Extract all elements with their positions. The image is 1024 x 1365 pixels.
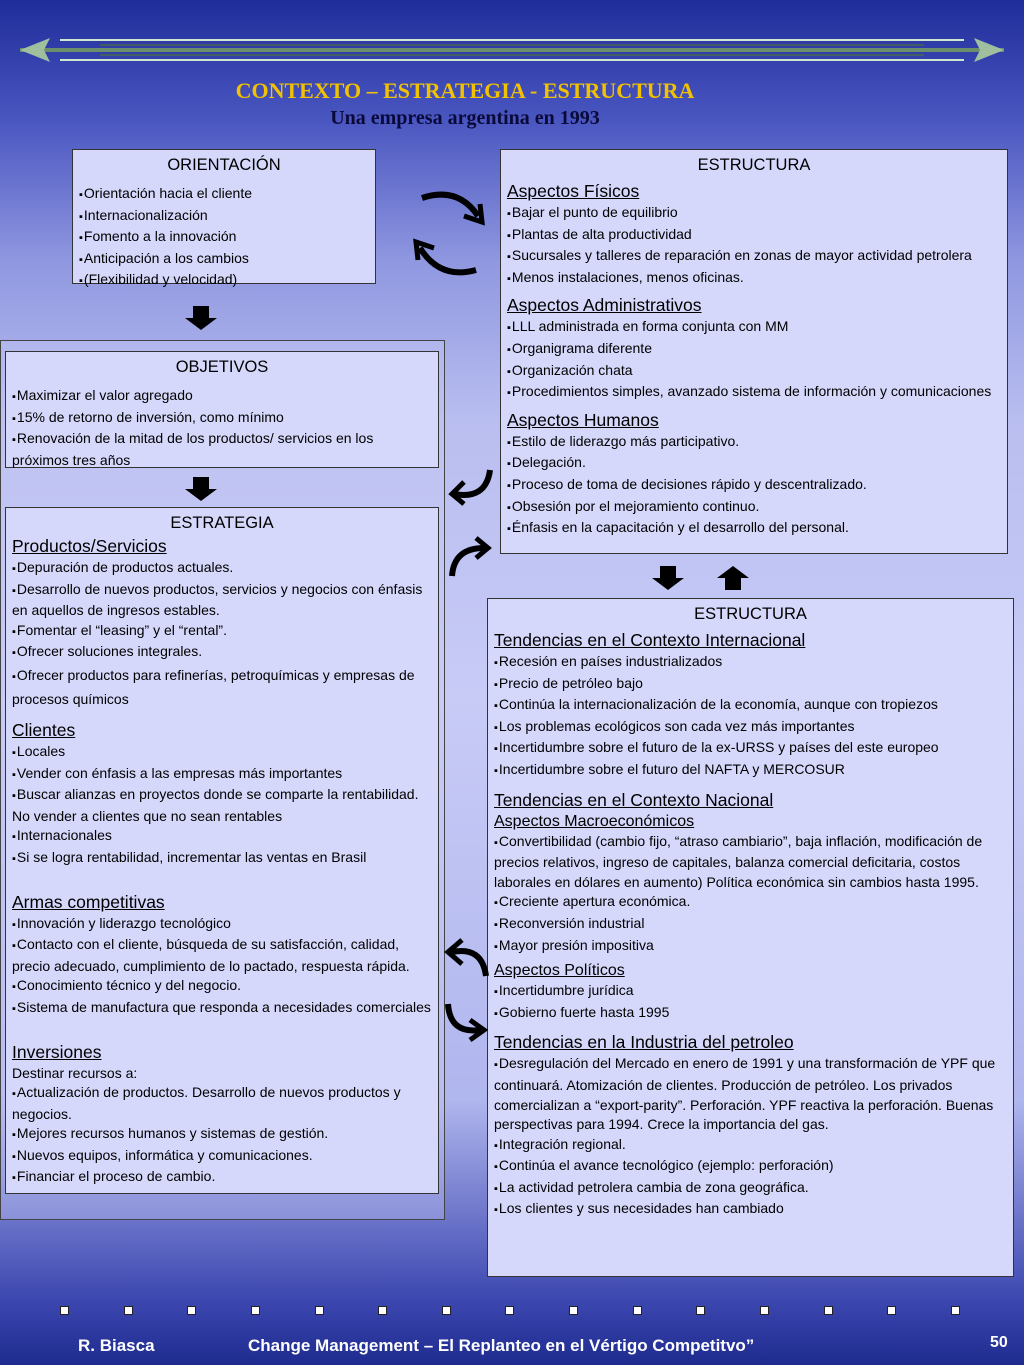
list-item: ▪ Internacionales <box>12 826 432 848</box>
list-item: ▪ Recesión en países industrializados <box>494 652 1007 674</box>
list-item: ▪ Financiar el proceso de cambio. <box>12 1167 432 1189</box>
list-item: ▪ Desregulación del Mercado en enero de 1991 y una transformación de YPF que continuará. Atomización de clientes. Producción de petróleo. Los privados comercializan a “export-parity”. Perforación. YPF reactiva la perforación. Buenas perspectivas para 1994. Crece la importancia del gas. <box>494 1054 1007 1134</box>
list-item: ▪ Buscar alianzas en proyectos donde se comparte la rentabilidad. No vender a clientes que no sean rentables <box>12 785 432 826</box>
orientacion-box <box>72 149 376 288</box>
list-item: ▪ Ofrecer soluciones integrales. <box>12 642 432 664</box>
section-title: Clientes <box>12 719 76 740</box>
up-arrow-icon <box>716 566 750 590</box>
bullet-icon <box>824 1306 833 1315</box>
list-item: ▪ Continúa el avance tecnológico (ejemplo: perforación) <box>494 1156 1007 1178</box>
curved-arrow-right-icon <box>446 534 494 580</box>
list-item: ▪ Si se logra rentabilidad, incrementar las ventas en Brasil <box>12 848 432 870</box>
bullet-icon <box>442 1306 451 1315</box>
section-title: Aspectos Físicos <box>507 181 640 201</box>
list-item: ▪ Incertidumbre jurídica <box>494 981 1007 1003</box>
bullet-icon <box>505 1306 514 1315</box>
bullet-icon <box>760 1306 769 1315</box>
contexto-heading: ESTRUCTURA <box>694 605 807 623</box>
list-item: ▪ Reconversión industrial <box>494 914 1007 936</box>
bullet-icon <box>60 1306 69 1315</box>
bullet-icon <box>887 1306 896 1315</box>
list-item: ▪ Organigrama diferente <box>507 339 1001 361</box>
bullet-icon <box>124 1306 133 1315</box>
list-item: ▪ Contacto con el cliente, búsqueda de su satisfacción, calidad, precio adecuado, cumplimiento de lo pactado, respuesta rápida. <box>12 935 432 976</box>
bullet-icon <box>251 1306 260 1315</box>
estrategia-heading: ESTRATEGIA <box>170 514 274 532</box>
list-item: ▪ Fomentar el “leasing” y el “rental”. <box>12 621 432 643</box>
list-item: ▪ Anticipación a los cambios <box>79 249 369 271</box>
list-item: ▪ Mayor presión impositiva <box>494 936 1007 958</box>
list-item: ▪ Vender con énfasis a las empresas más importantes <box>12 764 432 786</box>
footer-author: R. Biasca <box>78 1336 155 1355</box>
list-item: ▪ Precio de petróleo bajo <box>494 674 1007 696</box>
list-item: ▪ Fomento a la innovación <box>79 227 369 249</box>
list-item: ▪ La actividad petrolera cambia de zona geográfica. <box>494 1178 1007 1200</box>
list-item: ▪ Organización chata <box>507 361 1001 383</box>
contexto-box <box>487 598 1014 1277</box>
section-subtitle: Aspectos Políticos <box>494 962 625 980</box>
list-item: ▪ Estilo de liderazgo más participativo. <box>507 432 1001 454</box>
section-title: Aspectos Humanos <box>507 409 659 430</box>
curved-arrow-left-icon <box>442 936 490 982</box>
list-item: ▪ Actualización de productos. Desarrollo de nuevos productos y negocios. <box>12 1083 432 1124</box>
estrategia-box <box>5 507 439 1194</box>
curved-arrow-left-icon <box>410 236 480 280</box>
list-item: ▪ Convertibilidad (cambio fijo, “atraso cambiario”, baja inflación, modificación de precios relativos, ingreso de capitales, balanza comercial deficitaria, costos laborales en dólares en aumento) Política económica sin cambios hasta 1995. <box>494 832 1007 893</box>
list-item: ▪ Obsesión por el mejoramiento continuo. <box>507 497 1001 519</box>
list-item: ▪ Los clientes y sus necesidades han cambiado <box>494 1199 1007 1221</box>
list-item: ▪ Los problemas ecológicos son cada vez más importantes <box>494 717 1007 739</box>
curved-arrow-right-icon <box>418 186 488 230</box>
down-arrow-icon <box>184 306 218 330</box>
page-title: CONTEXTO – ESTRATEGIA - ESTRUCTURA <box>235 78 695 103</box>
footer-course: Change Management – El Replanteo en el Vértigo Competitvo” <box>248 1336 755 1355</box>
bullet-icon <box>696 1306 705 1315</box>
list-item: ▪ Ofrecer productos para refinerías, petroquímicas y empresas de procesos químicos <box>12 664 432 710</box>
down-arrow-icon <box>651 566 685 590</box>
header-decoration <box>20 32 1004 68</box>
list-item: ▪ (Flexibilidad y velocidad) <box>79 270 369 292</box>
section-title: Inversiones <box>12 1041 102 1062</box>
section-subtitle: Aspectos Macroeconómicos <box>494 812 695 830</box>
bullet-icon <box>315 1306 324 1315</box>
objetivos-box <box>5 351 439 468</box>
list-item: ▪ Desarrollo de nuevos productos, servicios y negocios con énfasis en aquellos de ingresos estables. <box>12 580 432 621</box>
section-title: Tendencias en el Contexto Nacional <box>494 789 774 810</box>
list-item: ▪ Innovación y liderazgo tecnológico <box>12 914 432 936</box>
list-item: ▪ Bajar el punto de equilibrio <box>507 203 1001 225</box>
page-number: 50 <box>990 1334 1008 1351</box>
list-item: ▪ Incertidumbre sobre el futuro de la ex-URSS y países del este europeo <box>494 738 1007 760</box>
bullet-icon <box>569 1306 578 1315</box>
list-item: ▪ Gobierno fuerte hasta 1995 <box>494 1003 1007 1025</box>
list-item: ▪ Internacionalización <box>79 206 369 228</box>
list-item: ▪ Depuración de productos actuales. <box>12 558 432 580</box>
list-item: ▪ Creciente apertura económica. <box>494 892 1007 914</box>
inversiones-intro: Destinar recursos a: <box>12 1064 138 1081</box>
down-arrow-icon <box>184 477 218 501</box>
list-item: ▪ Énfasis en la capacitación y el desarrollo del personal. <box>507 518 1001 540</box>
objetivos-heading: OBJETIVOS <box>175 358 269 376</box>
list-item: ▪ Conocimiento técnico y del negocio. <box>12 976 432 998</box>
list-item: ▪ Mejores recursos humanos y sistemas de gestión. <box>12 1124 432 1146</box>
list-item: ▪ Sistema de manufactura que responda a necesidades comerciales <box>12 998 432 1020</box>
list-item: ▪ Incertidumbre sobre el futuro del NAFTA y MERCOSUR <box>494 760 1007 782</box>
list-item: ▪ 15% de retorno de inversión, como mínimo <box>12 408 432 430</box>
list-item: ▪ Maximizar el valor agregado <box>12 386 432 408</box>
bullet-icon <box>633 1306 642 1315</box>
section-title: Tendencias en la Industria del petroleo <box>494 1032 794 1053</box>
curved-arrow-right-icon <box>442 1000 490 1046</box>
bullet-icon <box>187 1306 196 1315</box>
section-title: Armas competitivas <box>12 891 165 912</box>
list-item: ▪ Continúa la internacionalización de la economía, aunque con tropiezos <box>494 695 1007 717</box>
list-item: ▪ Orientación hacia el cliente <box>79 184 369 206</box>
list-item: ▪ Delegación. <box>507 453 1001 475</box>
decorative-bullets <box>60 1306 960 1315</box>
list-item: ▪ Proceso de toma de decisiones rápido y descentralizado. <box>507 475 1001 497</box>
list-item: ▪ Locales <box>12 742 432 764</box>
curved-arrow-left-icon <box>446 466 494 510</box>
section-title: Tendencias en el Contexto Internacional <box>494 630 806 650</box>
page-subtitle: Una empresa argentina en 1993 <box>330 107 600 129</box>
list-item: ▪ Integración regional. <box>494 1135 1007 1157</box>
list-item: ▪ Menos instalaciones, menos oficinas. <box>507 268 1001 290</box>
bullet-icon <box>378 1306 387 1315</box>
list-item: ▪ Renovación de la mitad de los productos/ servicios en los próximos tres años <box>12 429 432 470</box>
estructura-heading: ESTRUCTURA <box>697 156 811 174</box>
list-item: ▪ Nuevos equipos, informática y comunicaciones. <box>12 1146 432 1168</box>
list-item: ▪ LLL administrada en forma conjunta con MM <box>507 317 1001 339</box>
bullet-icon <box>951 1306 960 1315</box>
section-title: Aspectos Administrativos <box>507 295 702 316</box>
section-title: Productos/Servicios <box>12 536 167 556</box>
orientacion-heading: ORIENTACIÓN <box>167 156 281 174</box>
estructura-box <box>500 149 1008 554</box>
list-item: ▪ Procedimientos simples, avanzado sistema de información y comunicaciones <box>507 382 1001 404</box>
list-item: ▪ Plantas de alta productividad <box>507 225 1001 247</box>
list-item: ▪ Sucursales y talleres de reparación en zonas de mayor actividad petrolera <box>507 246 1001 268</box>
